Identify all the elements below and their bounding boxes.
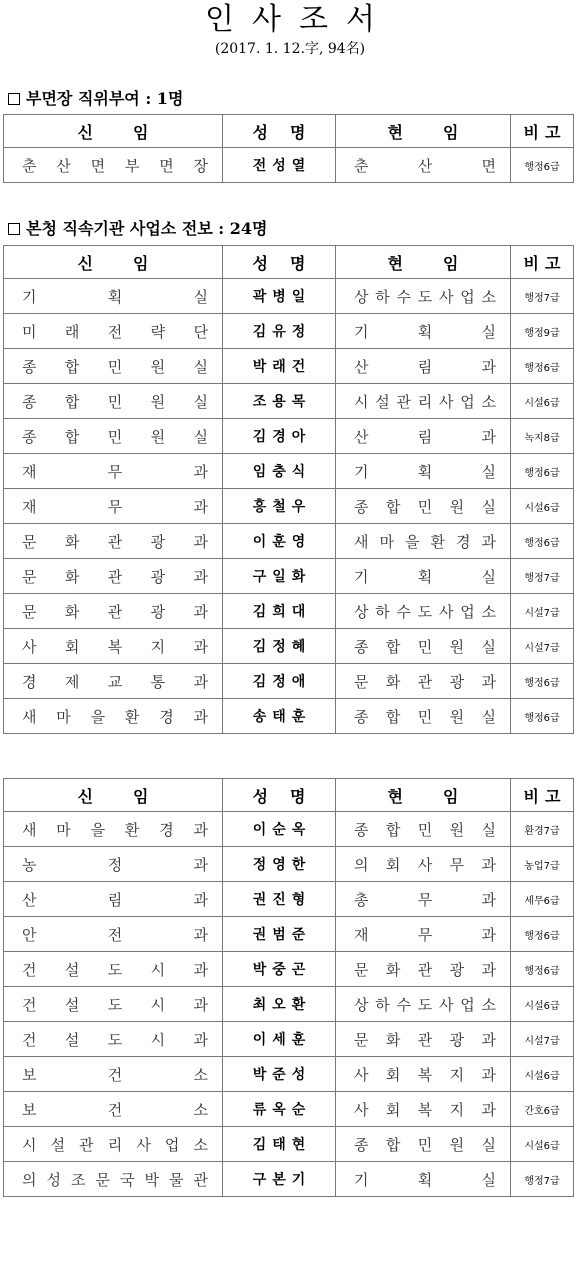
cell-note: 간호6급 [511, 1092, 574, 1127]
cell-new-post: 건 설 도 시 과 [4, 1022, 223, 1057]
cell-name: 조용목 [223, 384, 336, 419]
cell-note: 행정7급 [511, 279, 574, 314]
cell-note: 행정6급 [511, 699, 574, 734]
table-row [4, 279, 574, 314]
header-new-post: 신임 [4, 779, 223, 812]
cell-current-post: 사 회 복 지 과 [336, 1057, 511, 1092]
cell-current-post: 상 하 수 도 사 업 소 [336, 279, 511, 314]
cell-name: 김희대 [223, 594, 336, 629]
table-row [4, 664, 574, 699]
cell-name: 정영한 [223, 847, 336, 882]
table-header-row [4, 115, 574, 148]
cell-new-post: 새 마 을 환 경 과 [4, 699, 223, 734]
cell-name: 이세훈 [223, 1022, 336, 1057]
cell-name: 김태현 [223, 1127, 336, 1162]
cell-current-post: 사 회 복 지 과 [336, 1092, 511, 1127]
cell-note: 행정6급 [511, 664, 574, 699]
header-current-post: 현임 [336, 115, 511, 148]
cell-name: 전성열 [223, 148, 336, 183]
cell-current-post: 상 하 수 도 사 업 소 [336, 987, 511, 1022]
cell-name: 송태훈 [223, 699, 336, 734]
cell-new-post: 시 설 관 리 사 업 소 [4, 1127, 223, 1162]
table-row [4, 384, 574, 419]
table-row [4, 882, 574, 917]
cell-new-post: 기 획 실 [4, 279, 223, 314]
checkbox-square-icon [8, 93, 20, 105]
cell-new-post: 보 건 소 [4, 1057, 223, 1092]
section-heading-1: 부면장 직위부여 : 1명 [8, 88, 183, 110]
table-row [4, 1022, 574, 1057]
cell-note: 시설6급 [511, 384, 574, 419]
cell-name: 이순옥 [223, 812, 336, 847]
cell-note: 세무6급 [511, 882, 574, 917]
cell-note: 행정6급 [511, 349, 574, 384]
cell-current-post: 총 무 과 [336, 882, 511, 917]
cell-name: 구본기 [223, 1162, 336, 1197]
table-transfers-part1 [3, 245, 574, 734]
table-row [4, 349, 574, 384]
cell-note: 행정6급 [511, 148, 574, 183]
table-row [4, 489, 574, 524]
cell-name: 이훈영 [223, 524, 336, 559]
cell-new-post: 미 래 전 략 단 [4, 314, 223, 349]
cell-name: 박래건 [223, 349, 336, 384]
table-row [4, 1127, 574, 1162]
cell-new-post: 종 합 민 원 실 [4, 349, 223, 384]
cell-new-post: 종 합 민 원 실 [4, 384, 223, 419]
cell-name: 권범준 [223, 917, 336, 952]
cell-name: 류옥순 [223, 1092, 336, 1127]
cell-note: 시설7급 [511, 1022, 574, 1057]
document-subtitle: (2017. 1. 12.字, 94名) [214, 41, 366, 57]
cell-current-post: 종 합 민 원 실 [336, 489, 511, 524]
cell-name: 김유정 [223, 314, 336, 349]
table-header-row [4, 779, 574, 812]
header-note: 비고 [511, 115, 574, 148]
cell-new-post: 문 화 관 광 과 [4, 594, 223, 629]
cell-current-post: 산 림 과 [336, 349, 511, 384]
cell-note: 환경7급 [511, 812, 574, 847]
table-row [4, 148, 574, 183]
cell-new-post: 재 무 과 [4, 454, 223, 489]
cell-new-post: 경 제 교 통 과 [4, 664, 223, 699]
cell-current-post: 춘 산 면 [336, 148, 511, 183]
table-row [4, 987, 574, 1022]
cell-note: 시설6급 [511, 489, 574, 524]
table-row [4, 1092, 574, 1127]
table-row [4, 847, 574, 882]
cell-new-post: 건 설 도 시 과 [4, 952, 223, 987]
cell-note: 행정6급 [511, 917, 574, 952]
cell-new-post: 사 회 복 지 과 [4, 629, 223, 664]
table-row [4, 952, 574, 987]
cell-current-post: 종 합 민 원 실 [336, 629, 511, 664]
cell-note: 행정6급 [511, 952, 574, 987]
cell-new-post: 문 화 관 광 과 [4, 559, 223, 594]
table-row [4, 524, 574, 559]
cell-note: 녹지8급 [511, 419, 574, 454]
cell-current-post: 의 회 사 무 과 [336, 847, 511, 882]
cell-name: 홍철우 [223, 489, 336, 524]
cell-note: 행정7급 [511, 559, 574, 594]
table-row [4, 594, 574, 629]
cell-current-post: 새 마 을 환 경 과 [336, 524, 511, 559]
cell-name: 곽병일 [223, 279, 336, 314]
cell-current-post: 기 획 실 [336, 1162, 511, 1197]
cell-new-post: 춘 산 면 부 면 장 [4, 148, 223, 183]
cell-current-post: 종 합 민 원 실 [336, 812, 511, 847]
document-title: 인사조서 [205, 2, 393, 37]
cell-note: 행정6급 [511, 524, 574, 559]
cell-note: 행정9급 [511, 314, 574, 349]
cell-new-post: 보 건 소 [4, 1092, 223, 1127]
header-note: 비고 [511, 246, 574, 279]
table-row [4, 1162, 574, 1197]
cell-new-post: 안 전 과 [4, 917, 223, 952]
header-note: 비고 [511, 779, 574, 812]
header-new-post: 신임 [4, 115, 223, 148]
table-row [4, 419, 574, 454]
cell-note: 행정6급 [511, 454, 574, 489]
table-row [4, 812, 574, 847]
table-transfers-part2 [3, 778, 574, 1197]
cell-current-post: 상 하 수 도 사 업 소 [336, 594, 511, 629]
table-vice-mayor [3, 114, 574, 183]
cell-new-post: 산 림 과 [4, 882, 223, 917]
section-heading-2: 본청 직속기관 사업소 전보 : 24명 [8, 218, 268, 240]
cell-new-post: 재 무 과 [4, 489, 223, 524]
table-row [4, 629, 574, 664]
cell-note: 농업7급 [511, 847, 574, 882]
cell-note: 시설6급 [511, 1057, 574, 1092]
table-row [4, 454, 574, 489]
table-header-row [4, 246, 574, 279]
cell-name: 임충식 [223, 454, 336, 489]
cell-note: 행정7급 [511, 1162, 574, 1197]
checkbox-square-icon [8, 223, 20, 235]
cell-new-post: 건 설 도 시 과 [4, 987, 223, 1022]
cell-current-post: 재 무 과 [336, 917, 511, 952]
cell-current-post: 문 화 관 광 과 [336, 1022, 511, 1057]
cell-note: 시설6급 [511, 987, 574, 1022]
cell-note: 시설6급 [511, 1127, 574, 1162]
cell-name: 김정애 [223, 664, 336, 699]
header-current-post: 현임 [336, 246, 511, 279]
header-name: 성명 [223, 115, 336, 148]
cell-name: 박중곤 [223, 952, 336, 987]
table-row [4, 917, 574, 952]
cell-new-post: 종 합 민 원 실 [4, 419, 223, 454]
cell-note: 시설7급 [511, 594, 574, 629]
table-row [4, 559, 574, 594]
header-name: 성명 [223, 779, 336, 812]
cell-current-post: 기 획 실 [336, 559, 511, 594]
cell-current-post: 종 합 민 원 실 [336, 699, 511, 734]
header-name: 성명 [223, 246, 336, 279]
cell-current-post: 종 합 민 원 실 [336, 1127, 511, 1162]
cell-current-post: 기 획 실 [336, 314, 511, 349]
cell-new-post: 의 성 조 문 국 박 물 관 [4, 1162, 223, 1197]
cell-name: 최오환 [223, 987, 336, 1022]
cell-note: 시설7급 [511, 629, 574, 664]
cell-new-post: 농 정 과 [4, 847, 223, 882]
header-new-post: 신임 [4, 246, 223, 279]
cell-current-post: 시 설 관 리 사 업 소 [336, 384, 511, 419]
header-current-post: 현임 [336, 779, 511, 812]
cell-name: 권진형 [223, 882, 336, 917]
cell-name: 구일화 [223, 559, 336, 594]
cell-current-post: 문 화 관 광 과 [336, 952, 511, 987]
table-row [4, 1057, 574, 1092]
cell-new-post: 새 마 을 환 경 과 [4, 812, 223, 847]
cell-current-post: 산 림 과 [336, 419, 511, 454]
cell-name: 김정혜 [223, 629, 336, 664]
cell-name: 김경아 [223, 419, 336, 454]
cell-current-post: 기 획 실 [336, 454, 511, 489]
cell-name: 박준성 [223, 1057, 336, 1092]
cell-current-post: 문 화 관 광 과 [336, 664, 511, 699]
table-row [4, 314, 574, 349]
cell-new-post: 문 화 관 광 과 [4, 524, 223, 559]
table-row [4, 699, 574, 734]
